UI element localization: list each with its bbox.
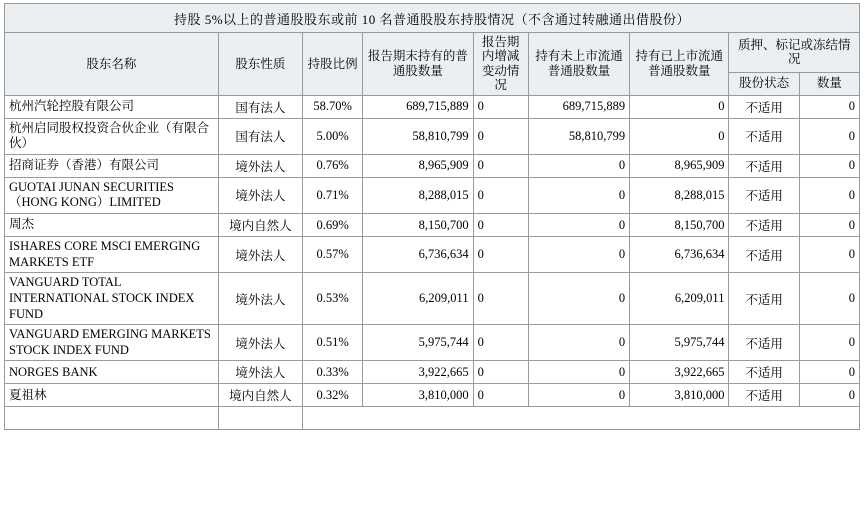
cell-holder-name: VANGUARD EMERGING MARKETS STOCK INDEX FUND xyxy=(5,325,219,361)
cell-listed-circulating: 8,150,700 xyxy=(630,214,729,237)
cell-period-end-shares: 8,965,909 xyxy=(363,154,473,177)
cell-listed-circulating: 3,922,665 xyxy=(630,361,729,384)
cell-holder-ratio: 0.33% xyxy=(303,361,363,384)
cell-holder-nature: 境外法人 xyxy=(218,273,302,325)
cell-period-change: 0 xyxy=(473,361,528,384)
cell-period-end-shares: 58,810,799 xyxy=(363,118,473,154)
cell-holder-nature: 境外法人 xyxy=(218,154,302,177)
header-pledge-status: 股份状态 xyxy=(729,72,799,95)
cell-period-change: 0 xyxy=(473,273,528,325)
cell-pledge-status: 不适用 xyxy=(729,177,799,213)
cell-holder-name: 夏祖林 xyxy=(5,384,219,407)
cell-unlisted-circulating: 0 xyxy=(528,325,629,361)
cell-pledge-amount: 0 xyxy=(799,95,859,118)
table-row xyxy=(5,237,860,273)
cell-unlisted-circulating: 0 xyxy=(528,154,629,177)
cell-pledge-status: 不适用 xyxy=(729,118,799,154)
cell-unlisted-circulating: 0 xyxy=(528,237,629,273)
cell-holder-name-empty xyxy=(5,407,219,430)
cell-holder-name: 杭州启同股权投资合伙企业（有限合伙） xyxy=(5,118,219,154)
table-row xyxy=(5,118,860,154)
cell-period-end-shares: 8,288,015 xyxy=(363,177,473,213)
cell-period-change: 0 xyxy=(473,325,528,361)
cell-period-change: 0 xyxy=(473,95,528,118)
cell-listed-circulating: 6,736,634 xyxy=(630,237,729,273)
header-name: 股东名称 xyxy=(5,33,219,96)
header-row-1 xyxy=(5,33,860,73)
cell-holder-name: NORGES BANK xyxy=(5,361,219,384)
cell-period-change: 0 xyxy=(473,384,528,407)
cell-pledge-amount: 0 xyxy=(799,118,859,154)
cell-holder-ratio: 58.70% xyxy=(303,95,363,118)
cell-pledge-amount: 0 xyxy=(799,325,859,361)
cell-period-end-shares: 689,715,889 xyxy=(363,95,473,118)
cell-pledge-amount: 0 xyxy=(799,154,859,177)
table-title: 持股 5%以上的普通股股东或前 10 名普通股股东持股情况（不含通过转融通出借股份） xyxy=(5,4,860,33)
shareholders-table xyxy=(4,3,860,430)
cell-unlisted-circulating: 0 xyxy=(528,273,629,325)
cell-holder-nature: 境外法人 xyxy=(218,325,302,361)
cell-holder-nature-empty xyxy=(218,407,302,430)
cell-pledge-status: 不适用 xyxy=(729,154,799,177)
cell-unlisted-circulating: 689,715,889 xyxy=(528,95,629,118)
cell-pledge-amount: 0 xyxy=(799,177,859,213)
cell-holder-name: 杭州汽轮控股有限公司 xyxy=(5,95,219,118)
cell-holder-nature: 国有法人 xyxy=(218,95,302,118)
table-row xyxy=(5,361,860,384)
cell-pledge-amount: 0 xyxy=(799,237,859,273)
table-row xyxy=(5,273,860,325)
cell-holder-ratio: 0.57% xyxy=(303,237,363,273)
cell-period-change: 0 xyxy=(473,154,528,177)
cell-holder-name: GUOTAI JUNAN SECURITIES（HONG KONG）LIMITED xyxy=(5,177,219,213)
cell-listed-circulating: 3,810,000 xyxy=(630,384,729,407)
cell-holder-nature: 境外法人 xyxy=(218,237,302,273)
cell-pledge-status: 不适用 xyxy=(729,325,799,361)
cell-pledge-status: 不适用 xyxy=(729,361,799,384)
cell-listed-circulating: 0 xyxy=(630,95,729,118)
cell-holder-ratio: 0.32% xyxy=(303,384,363,407)
cell-holder-nature: 境内自然人 xyxy=(218,214,302,237)
cell-pledge-amount: 0 xyxy=(799,273,859,325)
header-nature: 股东性质 xyxy=(218,33,302,96)
header-unlisted-circulating: 持有未上市流通普通股数量 xyxy=(528,33,629,96)
cell-period-end-shares: 8,150,700 xyxy=(363,214,473,237)
cell-period-change: 0 xyxy=(473,118,528,154)
holders-table-sheet xyxy=(0,3,865,506)
cell-period-end-shares: 3,922,665 xyxy=(363,361,473,384)
cell-listed-circulating: 6,209,011 xyxy=(630,273,729,325)
header-listed-circulating: 持有已上市流通普通股数量 xyxy=(630,33,729,96)
cell-holder-ratio: 0.53% xyxy=(303,273,363,325)
cell-period-change: 0 xyxy=(473,177,528,213)
cell-holder-ratio: 5.00% xyxy=(303,118,363,154)
header-ratio: 持股比例 xyxy=(303,33,363,96)
cell-holder-name: 周杰 xyxy=(5,214,219,237)
table-row xyxy=(5,154,860,177)
cell-pledge-amount: 0 xyxy=(799,384,859,407)
cell-pledge-amount: 0 xyxy=(799,214,859,237)
table-row-partial xyxy=(5,407,860,430)
table-row xyxy=(5,177,860,213)
cell-listed-circulating: 0 xyxy=(630,118,729,154)
cell-period-end-shares: 6,736,634 xyxy=(363,237,473,273)
cell-holder-nature: 境外法人 xyxy=(218,177,302,213)
cell-holder-nature: 境外法人 xyxy=(218,361,302,384)
cell-pledge-status: 不适用 xyxy=(729,273,799,325)
cell-period-change: 0 xyxy=(473,214,528,237)
table-row xyxy=(5,214,860,237)
table-row xyxy=(5,325,860,361)
cell-period-end-shares: 5,975,744 xyxy=(363,325,473,361)
cell-period-change: 0 xyxy=(473,237,528,273)
cell-listed-circulating: 8,965,909 xyxy=(630,154,729,177)
cell-pledge-status: 不适用 xyxy=(729,384,799,407)
cell-holder-ratio: 0.76% xyxy=(303,154,363,177)
cell-holder-ratio: 0.69% xyxy=(303,214,363,237)
cell-pledge-amount: 0 xyxy=(799,361,859,384)
cell-holder-name: ISHARES CORE MSCI EMERGING MARKETS ETF xyxy=(5,237,219,273)
cell-unlisted-circulating: 0 xyxy=(528,384,629,407)
header-period-change: 报告期内增减变动情况 xyxy=(473,33,528,96)
cell-pledge-status: 不适用 xyxy=(729,237,799,273)
cell-unlisted-circulating: 58,810,799 xyxy=(528,118,629,154)
cell-period-end-shares: 3,810,000 xyxy=(363,384,473,407)
cell-pledge-status: 不适用 xyxy=(729,95,799,118)
header-period-end-shares: 报告期末持有的普通股数量 xyxy=(363,33,473,96)
cell-unlisted-circulating: 0 xyxy=(528,214,629,237)
header-pledge-amount: 数量 xyxy=(799,72,859,95)
table-row xyxy=(5,95,860,118)
cell-trailing-empty xyxy=(303,407,860,430)
header-pledge-group: 质押、标记或冻结情况 xyxy=(729,33,860,73)
cell-listed-circulating: 5,975,744 xyxy=(630,325,729,361)
table-title-row xyxy=(5,4,860,33)
cell-unlisted-circulating: 0 xyxy=(528,361,629,384)
cell-listed-circulating: 8,288,015 xyxy=(630,177,729,213)
table-row xyxy=(5,384,860,407)
cell-holder-ratio: 0.71% xyxy=(303,177,363,213)
cell-holder-nature: 境内自然人 xyxy=(218,384,302,407)
cell-holder-name: VANGUARD TOTAL INTERNATIONAL STOCK INDEX FUND xyxy=(5,273,219,325)
cell-pledge-status: 不适用 xyxy=(729,214,799,237)
cell-period-end-shares: 6,209,011 xyxy=(363,273,473,325)
cell-holder-ratio: 0.51% xyxy=(303,325,363,361)
cell-holder-nature: 国有法人 xyxy=(218,118,302,154)
cell-holder-name: 招商证券（香港）有限公司 xyxy=(5,154,219,177)
cell-unlisted-circulating: 0 xyxy=(528,177,629,213)
